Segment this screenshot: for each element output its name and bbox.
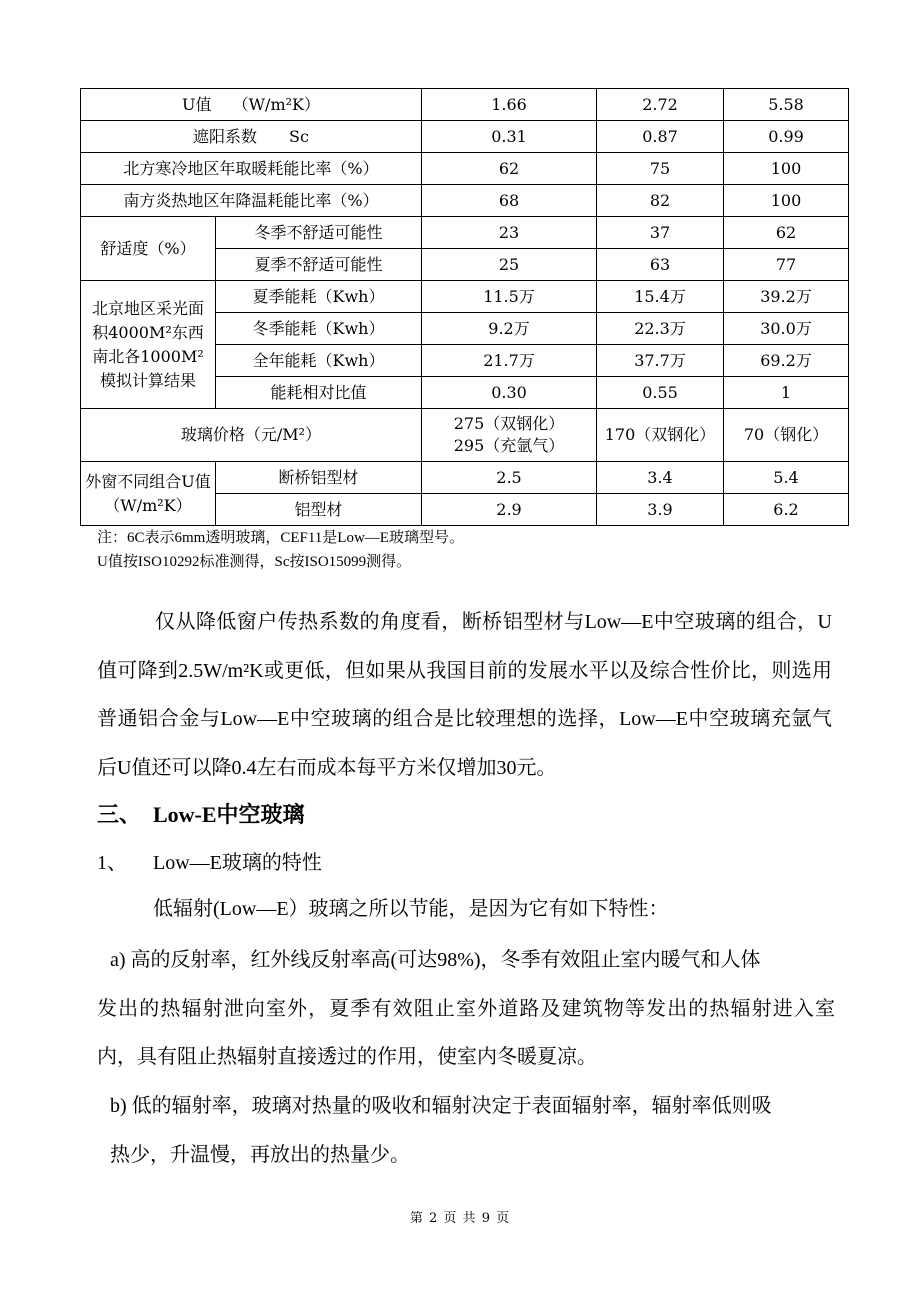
cell: 0.31 [422, 121, 597, 153]
table-row [81, 185, 849, 217]
section-heading [97, 798, 305, 829]
table-row [81, 121, 849, 153]
table-row [81, 217, 849, 249]
cell: 75 [597, 153, 724, 185]
row-label: 断桥铝型材 [216, 462, 422, 494]
cell: 37.7万 [597, 345, 724, 377]
cell: 37 [597, 217, 724, 249]
row-label-price: 玻璃价格（元/M²） [81, 409, 422, 462]
cell: 11.5万 [422, 281, 597, 313]
cell: 6.2 [724, 494, 849, 526]
row-label: 全年能耗（Kwh） [216, 345, 422, 377]
table-row [81, 409, 849, 462]
row-label-north: 北方寒冷地区年取暖耗能比率（%） [81, 153, 422, 185]
cell: 0.87 [597, 121, 724, 153]
note-line: U值按ISO10292标准测得，Sc按ISO15099测得。 [97, 554, 412, 570]
group-label-beijing: 北京地区采光面积4000M²东西南北各1000M²模拟计算结果 [81, 281, 216, 409]
cell-line: 275（双钢化） [453, 414, 565, 433]
row-label-sc: 遮阳系数 Sc [81, 121, 422, 153]
cell: 9.2万 [422, 313, 597, 345]
row-label: 能耗相对比值 [216, 377, 422, 409]
cell: 39.2万 [724, 281, 849, 313]
table-row [81, 153, 849, 185]
cell: 3.9 [597, 494, 724, 526]
subsection-number: 1、 [97, 852, 127, 874]
cell: 30.0万 [724, 313, 849, 345]
section-number: 三、 [97, 802, 142, 827]
cell [422, 409, 597, 462]
body-paragraph: 仅从降低窗户传热系数的角度看，断桥铝型材与Low—E中空玻璃的组合，U值可降到2.5W/m²K或更低，但如果从我国目前的发展水平以及综合性价比，则选用普通铝合金与Low—E中空玻璃的组合是比较理想的选择，Low—E中空玻璃充氩气后U值还可以降0.4左右而成本每平方米仅增加30元。 [97, 611, 832, 780]
cell: 5.58 [724, 89, 849, 121]
row-label: 夏季不舒适可能性 [216, 249, 422, 281]
cell: 68 [422, 185, 597, 217]
cell: 62 [422, 153, 597, 185]
cell: 100 [724, 153, 849, 185]
group-label-comfort: 舒适度（%） [81, 217, 216, 281]
list-item-continuation: 热少，升温慢，再放出的热量少。 [110, 1143, 410, 1166]
cell: 21.7万 [422, 345, 597, 377]
group-label-window: 外窗不同组合U值（W/m²K） [81, 462, 216, 526]
subsection-title: Low—E玻璃的特性 [153, 852, 322, 874]
row-label-u-value: U值 （W/m²K） [81, 89, 422, 121]
table-row [81, 89, 849, 121]
cell: 62 [724, 217, 849, 249]
cell: 2.9 [422, 494, 597, 526]
cell: 0.99 [724, 121, 849, 153]
cell: 100 [724, 185, 849, 217]
subsection-heading [97, 846, 322, 875]
cell: 170（双钢化） [597, 409, 724, 462]
page-footer: 第 2 页 共 9 页 [409, 1211, 511, 1226]
intro-line: 低辐射(Low—E）玻璃之所以节能，是因为它有如下特性： [153, 898, 669, 920]
cell: 70（钢化） [724, 409, 849, 462]
cell: 0.30 [422, 377, 597, 409]
cell: 23 [422, 217, 597, 249]
row-label: 冬季能耗（Kwh） [216, 313, 422, 345]
cell: 15.4万 [597, 281, 724, 313]
cell: 3.4 [597, 462, 724, 494]
row-label: 冬季不舒适可能性 [216, 217, 422, 249]
section-title: Low-E中空玻璃 [153, 802, 305, 827]
list-item-first-line: a) 高的反射率，红外线反射率高(可达98%)，冬季有效阻止室内暖气和人体 [110, 949, 761, 971]
row-label: 铝型材 [216, 494, 422, 526]
cell: 69.2万 [724, 345, 849, 377]
list-item [110, 1082, 835, 1179]
cell: 22.3万 [597, 313, 724, 345]
cell: 1 [724, 377, 849, 409]
cell: 2.72 [597, 89, 724, 121]
cell: 25 [422, 249, 597, 281]
row-label: 夏季能耗（Kwh） [216, 281, 422, 313]
cell: 2.5 [422, 462, 597, 494]
cell: 82 [597, 185, 724, 217]
note-line: 注：6C表示6mm透明玻璃，CEF11是Low—E玻璃型号。 [97, 530, 464, 546]
cell: 77 [724, 249, 849, 281]
table-row [81, 462, 849, 494]
cell: 5.4 [724, 462, 849, 494]
list-item-first-line: b) 低的辐射率，玻璃对热量的吸收和辐射决定于表面辐射率，辐射率低则吸 [110, 1095, 772, 1117]
table-notes [97, 526, 464, 574]
list-item-continuation: 发出的热辐射泄向室外，夏季有效阻止室外道路及建筑物等发出的热辐射进入室内，具有阻止热辐射直接透过的作用，使室内冬暖夏凉。 [97, 997, 835, 1069]
performance-table [80, 88, 849, 526]
cell-line: 295（充氩气） [453, 436, 565, 455]
row-label-south: 南方炎热地区年降温耗能比率（%） [81, 185, 422, 217]
cell: 0.55 [597, 377, 724, 409]
list-item [97, 936, 835, 1082]
table-row [81, 281, 849, 313]
cell: 63 [597, 249, 724, 281]
cell: 1.66 [422, 89, 597, 121]
